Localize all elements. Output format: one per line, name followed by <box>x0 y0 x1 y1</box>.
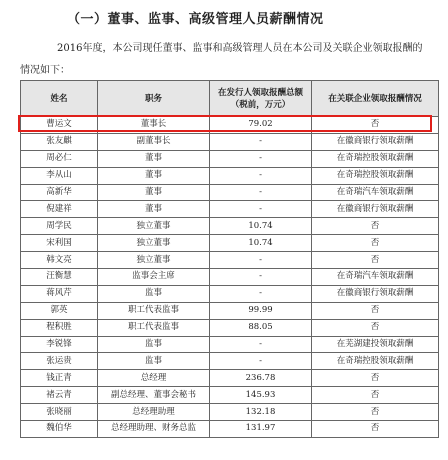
cell-pay: - <box>210 167 312 184</box>
header-position: 职务 <box>98 81 210 117</box>
cell-pay: 145.93 <box>210 387 312 404</box>
cell-name: 宋利国 <box>21 235 98 252</box>
cell-position: 董事 <box>98 150 210 167</box>
table-row <box>21 150 439 167</box>
cell-related: 在奇瑞汽车领取薪酬 <box>312 269 439 286</box>
cell-pay: 131.97 <box>210 421 312 438</box>
cell-name: 程积胜 <box>21 319 98 336</box>
table-row <box>21 235 439 252</box>
cell-related: 在徽商银行领取薪酬 <box>312 133 439 150</box>
cell-name: 曹运文 <box>21 117 98 134</box>
cell-name: 张晓丽 <box>21 404 98 421</box>
cell-name: 郭英 <box>21 302 98 319</box>
table-row <box>21 319 439 336</box>
cell-pay: - <box>210 269 312 286</box>
cell-name: 蒋风芹 <box>21 285 98 302</box>
cell-position: 副董事长 <box>98 133 210 150</box>
cell-related: 在奇瑞控股领取薪酬 <box>312 167 439 184</box>
cell-position: 董事 <box>98 201 210 218</box>
cell-position: 总经理助理、财务总监 <box>98 421 210 438</box>
cell-related: 在奇瑞控股领取薪酬 <box>312 150 439 167</box>
cell-pay: 88.05 <box>210 319 312 336</box>
cell-position: 董事长 <box>98 117 210 134</box>
cell-name: 周必仁 <box>21 150 98 167</box>
cell-related: 否 <box>312 117 439 134</box>
cell-related: 否 <box>312 370 439 387</box>
table-row <box>21 387 439 404</box>
cell-name: 钱正青 <box>21 370 98 387</box>
cell-position: 董事 <box>98 167 210 184</box>
cell-pay: - <box>210 336 312 353</box>
cell-related: 否 <box>312 404 439 421</box>
cell-related: 在徽商银行领取薪酬 <box>312 201 439 218</box>
cell-position: 监事 <box>98 285 210 302</box>
cell-position: 独立董事 <box>98 218 210 235</box>
table-row <box>21 218 439 235</box>
cell-pay: 132.18 <box>210 404 312 421</box>
table-row <box>21 285 439 302</box>
table-row <box>21 421 439 438</box>
header-related: 在关联企业领取报酬情况 <box>312 81 439 117</box>
cell-name: 汪衡慧 <box>21 269 98 286</box>
intro-paragraph-end: 情况如下： <box>20 65 70 76</box>
row-highlight-box <box>18 115 432 132</box>
table-row <box>21 184 439 201</box>
table-row <box>21 370 439 387</box>
compensation-table <box>20 80 439 438</box>
cell-name: 周学民 <box>21 218 98 235</box>
cell-name: 李锐锋 <box>21 336 98 353</box>
cell-pay: 79.02 <box>210 117 312 134</box>
cell-name: 高新华 <box>21 184 98 201</box>
cell-pay: - <box>210 184 312 201</box>
table-row <box>21 336 439 353</box>
cell-position: 监事 <box>98 353 210 370</box>
cell-position: 职工代表监事 <box>98 302 210 319</box>
cell-name: 李从山 <box>21 167 98 184</box>
intro-paragraph: 2016年度，本公司现任董事、监事和高级管理人员在本公司及关联企业领取报酬的 <box>57 43 423 54</box>
table-row <box>21 269 439 286</box>
table-row <box>21 167 439 184</box>
section-title: （一）董事、监事、高级管理人员薪酬情况 <box>67 12 324 27</box>
cell-name: 魏伯华 <box>21 421 98 438</box>
header-name: 姓名 <box>21 81 98 117</box>
cell-related: 否 <box>312 302 439 319</box>
cell-related: 否 <box>312 319 439 336</box>
cell-position: 副总经理、董事会秘书 <box>98 387 210 404</box>
cell-pay: 99.99 <box>210 302 312 319</box>
table-row <box>21 133 439 150</box>
cell-position: 监事会主席 <box>98 269 210 286</box>
cell-pay: 236.78 <box>210 370 312 387</box>
cell-pay: - <box>210 252 312 269</box>
cell-related: 在奇瑞控股领取薪酬 <box>312 353 439 370</box>
cell-name: 倪建祥 <box>21 201 98 218</box>
cell-name: 褚云青 <box>21 387 98 404</box>
cell-pay: 10.74 <box>210 235 312 252</box>
cell-pay: - <box>210 150 312 167</box>
cell-related: 否 <box>312 421 439 438</box>
cell-related: 否 <box>312 218 439 235</box>
cell-position: 董事 <box>98 184 210 201</box>
cell-related: 否 <box>312 387 439 404</box>
table-row <box>21 302 439 319</box>
cell-position: 总经理 <box>98 370 210 387</box>
cell-pay: - <box>210 353 312 370</box>
cell-name: 张运贵 <box>21 353 98 370</box>
cell-related: 否 <box>312 252 439 269</box>
cell-related: 在奇瑞汽车领取薪酬 <box>312 184 439 201</box>
cell-position: 职工代表监事 <box>98 319 210 336</box>
cell-position: 独立董事 <box>98 235 210 252</box>
cell-pay: - <box>210 201 312 218</box>
table-row <box>21 252 439 269</box>
cell-position: 监事 <box>98 336 210 353</box>
cell-related: 在徽商银行领取薪酬 <box>312 285 439 302</box>
cell-name: 张友麒 <box>21 133 98 150</box>
table-row <box>21 353 439 370</box>
cell-pay: 10.74 <box>210 218 312 235</box>
table-row <box>21 404 439 421</box>
cell-name: 韩文亮 <box>21 252 98 269</box>
cell-position: 独立董事 <box>98 252 210 269</box>
cell-pay: - <box>210 285 312 302</box>
table-row <box>21 201 439 218</box>
cell-related: 否 <box>312 235 439 252</box>
table-header-row <box>21 81 439 117</box>
cell-pay: - <box>210 133 312 150</box>
header-pay: 在发行人领取报酬总额（税前，万元） <box>210 81 312 117</box>
cell-related: 在芜湖建投领取薪酬 <box>312 336 439 353</box>
cell-position: 总经理助理 <box>98 404 210 421</box>
